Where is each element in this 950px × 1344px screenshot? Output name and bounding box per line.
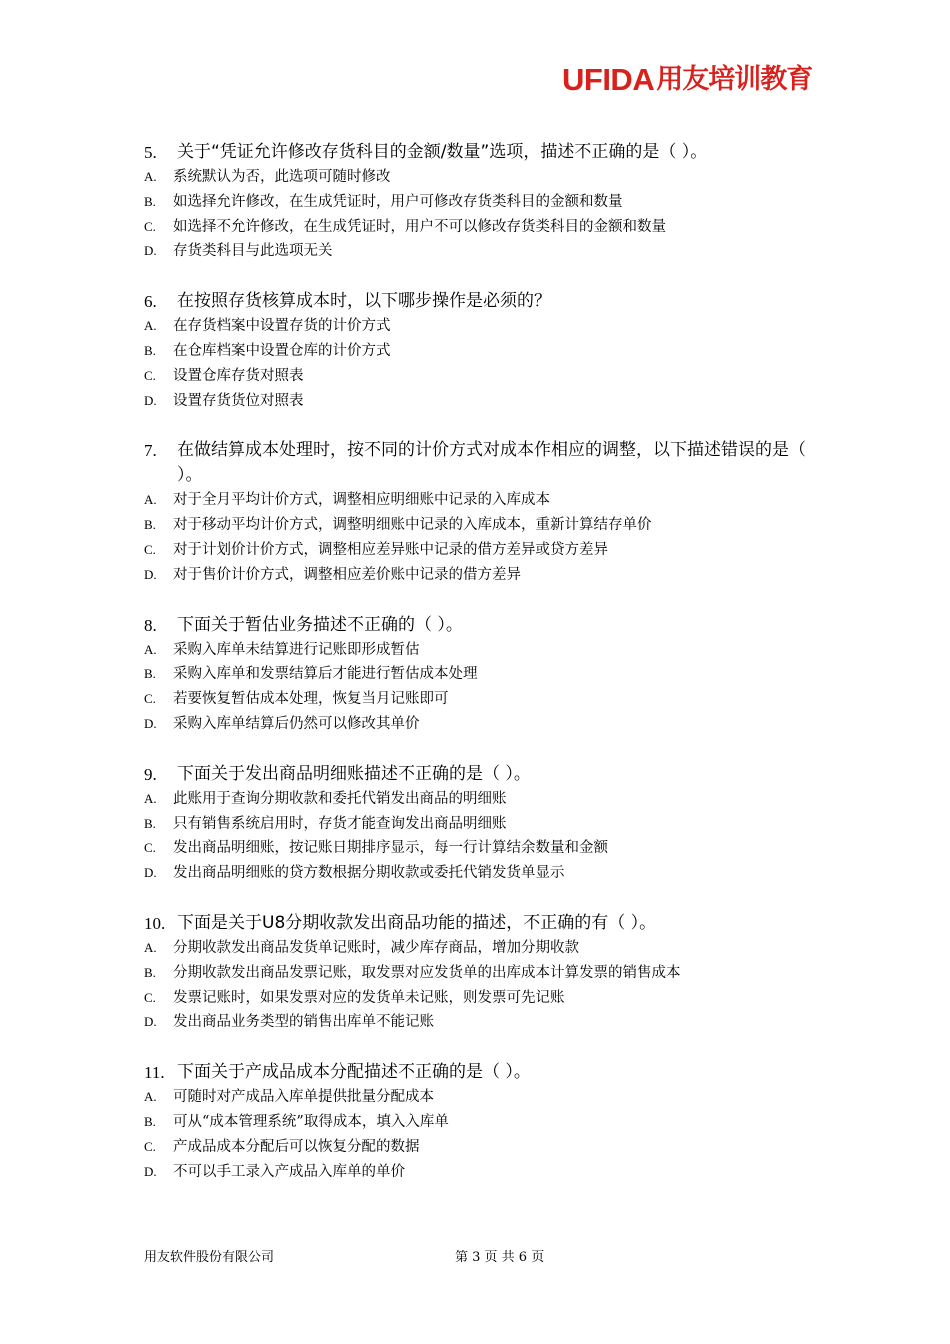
question-text: 关于“凭证允许修改存货科目的金额/数量”选项，描述不正确的是（ ）。 — [177, 142, 708, 162]
option-d: D. 对于售价计价方式，调整相应差价账中记录的借方差异 — [144, 566, 521, 583]
option-d: D. 采购入库单结算后仍然可以修改其单价 — [144, 715, 420, 732]
option-a: A. 采购入库单未结算进行记账即形成暂估 — [144, 641, 420, 658]
footer-company: 用友软件股份有限公司 — [144, 1250, 275, 1265]
option-a: A. 可随时对产成品入库单提供批量分配成本 — [144, 1089, 434, 1106]
question-text: 下面关于产成品成本分配描述不正确的是（ ）。 — [177, 1062, 531, 1083]
option-c: C. 如选择不允许修改，在生成凭证时，用户不可以修改存货类科目的金额和数量 — [144, 218, 666, 235]
question-text: 在做结算成本处理时，按不同的计价方式对成本作相应的调整，以下描述错误的是（ ）。 — [177, 440, 806, 486]
option-a: A. 在存货档案中设置存货的计价方式 — [144, 318, 391, 335]
question-number: 9. — [144, 764, 157, 784]
option-a: A. 分期收款发出商品发货单记账时，减少库存商品，增加分期收款 — [144, 939, 579, 956]
question-text: 下面是关于U8分期收款发出商品功能的描述，不正确的有（ ）。 — [177, 912, 657, 933]
option-c: C. 设置仓库存货对照表 — [144, 367, 304, 384]
option-a: A. 系统默认为否，此选项可随时修改 — [144, 169, 391, 185]
option-b: B. 只有销售系统启用时，存货才能查询发出商品明细账 — [144, 815, 507, 832]
question-number: 6. — [144, 292, 157, 312]
option-a: A. 对于全月平均计价方式，调整相应明细账中记录的入库成本 — [144, 492, 550, 509]
question-5 — [144, 140, 824, 264]
option-c: C. 若要恢复暂估成本处理，恢复当月记账即可 — [144, 691, 449, 708]
question-11 — [144, 1060, 824, 1184]
question-list — [144, 140, 824, 1209]
option-b: B. 可从“成本管理系统”取得成本，填入入库单 — [144, 1113, 449, 1130]
logo-brand-text: UFIDA — [562, 62, 655, 97]
question-6 — [144, 289, 824, 413]
footer-page-info: 第 3 页 共 6 页 — [455, 1250, 545, 1265]
question-7 — [144, 438, 824, 587]
question-number: 8. — [144, 615, 157, 635]
question-text: 在按照存货核算成本时，以下哪步操作是必须的？ — [177, 291, 551, 312]
option-d: D. 发出商品业务类型的销售出库单不能记账 — [144, 1014, 434, 1031]
option-d: D. 设置存货货位对照表 — [144, 392, 304, 409]
option-d: D. 不可以手工录入产成品入库单的单价 — [144, 1163, 405, 1180]
question-number: 7. — [144, 441, 157, 461]
option-b: B. 采购入库单和发票结算后才能进行暂估成本处理 — [144, 666, 478, 683]
ufida-logo — [562, 64, 812, 96]
question-9 — [144, 762, 824, 886]
option-c: C. 产成品成本分配后可以恢复分配的数据 — [144, 1138, 420, 1155]
question-number: 11. — [144, 1063, 165, 1083]
option-d: D. 存货类科目与此选项无关 — [144, 243, 333, 260]
question-number: 10. — [144, 913, 166, 933]
option-b: B. 分期收款发出商品发票记账，取发票对应发货单的出库成本计算发票的销售成本 — [144, 964, 681, 981]
option-d: D. 发出商品明细账的贷方数根据分期收款或委托代销发货单显示 — [144, 865, 565, 882]
option-b: B. 如选择允许修改，在生成凭证时，用户可修改存货类科目的金额和数量 — [144, 193, 623, 210]
question-number: 5. — [144, 143, 157, 162]
question-8 — [144, 613, 824, 737]
option-b: B. 在仓库档案中设置仓库的计价方式 — [144, 342, 391, 359]
option-b: B. 对于移动平均计价方式，调整明细账中记录的入库成本，重新计算结存单价 — [144, 517, 652, 534]
option-a: A. 此账用于查询分期收款和委托代销发出商品的明细账 — [144, 790, 507, 807]
logo-cn-text: 用友培训教育 — [656, 64, 813, 95]
question-text: 下面关于发出商品明细账描述不正确的是（ ）。 — [177, 763, 531, 784]
question-text: 下面关于暂估业务描述不正确的（ ）。 — [177, 614, 463, 635]
option-c: C. 发票记账时，如果发票对应的发货单未记账，则发票可先记账 — [144, 989, 565, 1006]
option-c: C. 发出商品明细账，按记账日期排序显示，每一行计算结余数量和金额 — [144, 840, 608, 857]
option-c: C. 对于计划价计价方式，调整相应差异账中记录的借方差异或贷方差异 — [144, 541, 608, 558]
question-10 — [144, 911, 824, 1035]
